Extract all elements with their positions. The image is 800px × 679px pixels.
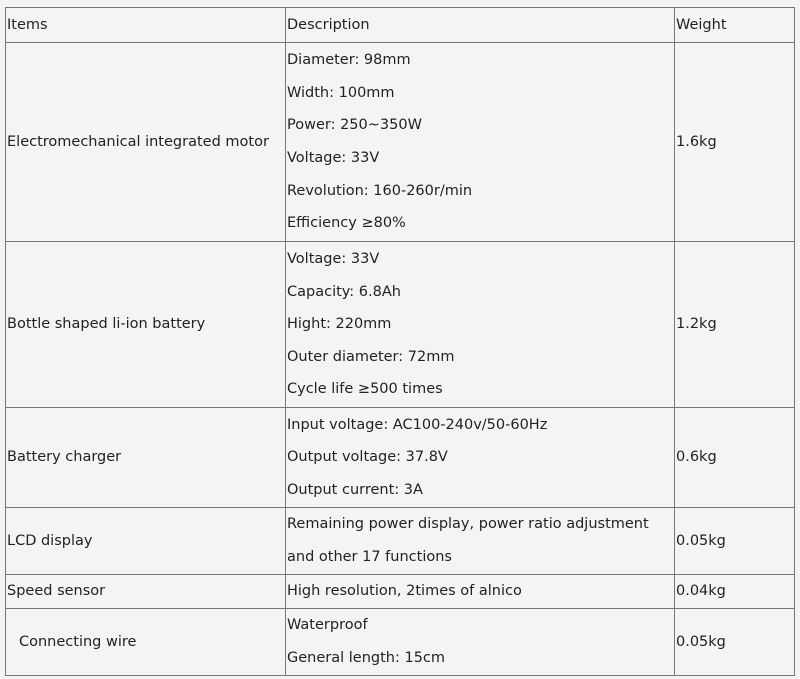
- description-cell: [286, 507, 675, 574]
- description-line: High resolution, 2times of alnico: [287, 583, 522, 600]
- description-line: Capacity: 6.8Ah: [287, 283, 401, 300]
- description-line: Efficiency ≥80%: [287, 215, 406, 232]
- description-line: Remaining power display, power ratio adjustment: [287, 516, 649, 533]
- description-line: Width: 100mm: [287, 84, 395, 101]
- table-header-row: [6, 8, 795, 43]
- description-cell: [286, 407, 675, 507]
- table-row: [6, 43, 795, 242]
- item-cell: Connecting wire: [6, 608, 286, 675]
- description-cell: [286, 43, 675, 242]
- description-line: Voltage: 33V: [287, 149, 380, 166]
- description-line: Diameter: 98mm: [287, 52, 411, 69]
- weight-cell: 0.05kg: [675, 507, 795, 574]
- description-line: Voltage: 33V: [287, 250, 380, 267]
- description-line: Power: 250~350W: [287, 117, 422, 134]
- spec-table: [5, 7, 795, 676]
- table-row: [6, 241, 795, 407]
- description-line: Hight: 220mm: [287, 316, 392, 333]
- table-row: [6, 574, 795, 608]
- table-row: [6, 507, 795, 574]
- description-cell: [286, 608, 675, 675]
- description-line: Revolution: 160-260r/min: [287, 182, 473, 199]
- header-description: Description: [286, 8, 675, 43]
- description-line: Waterproof: [287, 617, 368, 634]
- description-line: Output voltage: 37.8V: [287, 449, 448, 466]
- description-line: Input voltage: AC100-240v/50-60Hz: [287, 416, 548, 433]
- description-line: and other 17 functions: [287, 548, 452, 565]
- item-cell: LCD display: [6, 507, 286, 574]
- description-line: Cycle life ≥500 times: [287, 381, 443, 398]
- weight-cell: 1.2kg: [675, 241, 795, 407]
- header-items: Items: [6, 8, 286, 43]
- weight-cell: 0.05kg: [675, 608, 795, 675]
- table-row: [6, 608, 795, 675]
- weight-cell: 0.6kg: [675, 407, 795, 507]
- weight-cell: 1.6kg: [675, 43, 795, 242]
- weight-cell: 0.04kg: [675, 574, 795, 608]
- description-line: Outer diameter: 72mm: [287, 348, 455, 365]
- item-cell: Battery charger: [6, 407, 286, 507]
- header-weight: Weight: [675, 8, 795, 43]
- description-line: Output current: 3A: [287, 481, 423, 498]
- table-row: [6, 407, 795, 507]
- description-line: General length: 15cm: [287, 649, 446, 666]
- item-cell: Bottle shaped li-ion battery: [6, 241, 286, 407]
- item-cell: Speed sensor: [6, 574, 286, 608]
- description-cell: [286, 241, 675, 407]
- description-cell: [286, 574, 675, 608]
- item-cell: Electromechanical integrated motor: [6, 43, 286, 242]
